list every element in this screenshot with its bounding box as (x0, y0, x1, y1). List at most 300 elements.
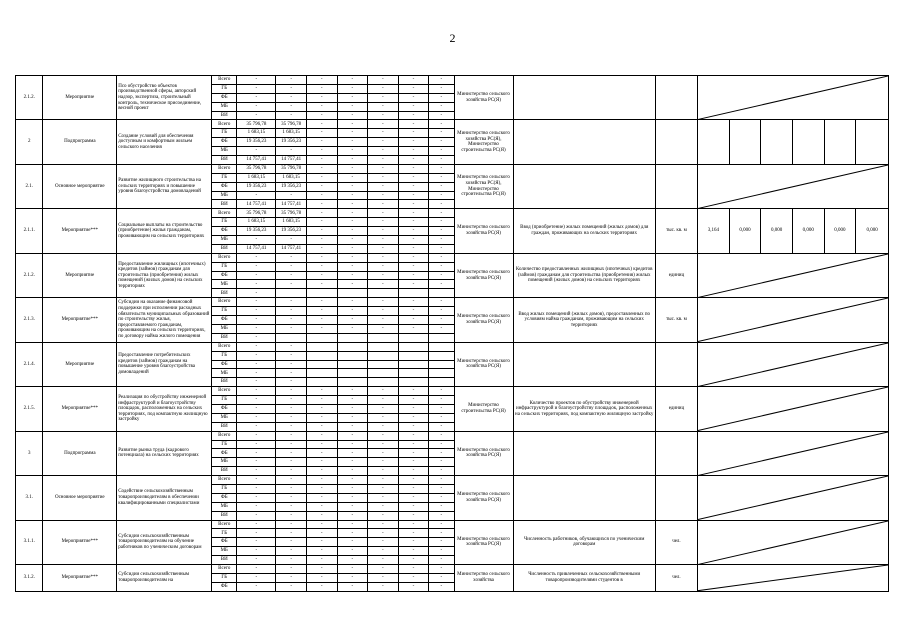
funding-value: - (398, 476, 429, 485)
funding-value: - (306, 449, 337, 458)
funding-value: 1 683,15 (276, 173, 307, 182)
funding-value (398, 351, 429, 360)
funding-value: 19 356,23 (237, 182, 276, 191)
item-kind: Мероприятие*** (43, 298, 117, 342)
funding-value: - (237, 253, 276, 262)
funding-value: - (368, 129, 399, 138)
funding-value: - (429, 111, 454, 120)
funding-value: - (237, 449, 276, 458)
funding-value: - (429, 476, 454, 485)
funding-value: - (429, 93, 454, 102)
funding-value (306, 333, 337, 342)
funding-value: - (306, 440, 337, 449)
funding-value: 14 757,41 (237, 156, 276, 165)
target-indicator (513, 76, 655, 120)
funding-value (368, 351, 399, 360)
funding-value: - (276, 511, 307, 520)
funding-value: - (337, 404, 368, 413)
funding-value: 14 757,41 (237, 200, 276, 209)
funding-value: - (306, 271, 337, 280)
funding-source: Всего (212, 476, 237, 485)
funding-source: ВИ (212, 111, 237, 120)
funding-source: ФБ (212, 493, 237, 502)
funding-value: - (337, 538, 368, 547)
funding-value: - (398, 449, 429, 458)
indicator-value (761, 120, 793, 164)
target-indicator (513, 164, 655, 208)
funding-value: - (398, 324, 429, 333)
funding-value: - (276, 476, 307, 485)
funding-value (276, 333, 307, 342)
funding-value (429, 289, 454, 298)
funding-source: ГБ (212, 573, 237, 582)
funding-value: 1 683,15 (237, 129, 276, 138)
funding-value: - (337, 93, 368, 102)
item-code: 2.1.1. (16, 209, 43, 253)
funding-value: - (237, 298, 276, 307)
funding-value: - (368, 227, 399, 236)
funding-value: - (429, 120, 454, 129)
funding-value: - (429, 316, 454, 325)
funding-value: - (429, 200, 454, 209)
funding-value: - (368, 564, 399, 573)
indicator-unit: единиц (655, 387, 697, 431)
funding-value: - (276, 413, 307, 422)
indicator-unit (655, 120, 697, 164)
funding-value: 19 356,23 (237, 227, 276, 236)
funding-value: - (368, 422, 399, 431)
funding-source: ВИ (212, 511, 237, 520)
funding-source: МБ (212, 369, 237, 378)
funding-value: - (429, 547, 454, 556)
table-row (16, 564, 889, 573)
funding-value: - (429, 467, 454, 476)
funding-source: ГБ (212, 84, 237, 93)
funding-source: ФБ (212, 582, 237, 591)
funding-value: - (306, 182, 337, 191)
funding-value: - (306, 467, 337, 476)
funding-source: ВИ (212, 289, 237, 298)
indicator-value (824, 120, 856, 164)
item-description: Развитие рынка труда (кадрового потенциала) на сельских территориях (117, 431, 212, 475)
funding-value: - (398, 111, 429, 120)
funding-value: - (276, 431, 307, 440)
funding-value (429, 369, 454, 378)
funding-value: - (398, 102, 429, 111)
funding-value: - (398, 529, 429, 538)
funding-value (337, 369, 368, 378)
funding-value: - (306, 164, 337, 173)
funding-source: ФБ (212, 316, 237, 325)
funding-value: - (429, 164, 454, 173)
funding-value: - (368, 84, 399, 93)
funding-value: - (398, 84, 429, 93)
funding-value: - (276, 449, 307, 458)
funding-value: 1 683,15 (276, 129, 307, 138)
funding-value (398, 360, 429, 369)
funding-value: - (306, 582, 337, 591)
funding-value: - (429, 84, 454, 93)
indicator-values-empty (698, 520, 889, 564)
funding-value: - (398, 191, 429, 200)
item-kind: Мероприятие (43, 76, 117, 120)
funding-source: ФБ (212, 360, 237, 369)
funding-value: - (337, 387, 368, 396)
funding-value: - (337, 556, 368, 565)
funding-value: - (368, 253, 399, 262)
funding-value: - (306, 538, 337, 547)
funding-value: - (276, 102, 307, 111)
item-code: 2.1.5. (16, 387, 43, 431)
funding-source: МБ (212, 280, 237, 289)
responsible-executor: Министерство сельского хозяйства РС(Я) (454, 298, 513, 342)
funding-value: - (276, 520, 307, 529)
funding-source: ФБ (212, 227, 237, 236)
program-table (15, 75, 889, 592)
funding-value: - (276, 556, 307, 565)
funding-value: - (337, 156, 368, 165)
funding-value: - (276, 76, 307, 85)
funding-value: - (337, 76, 368, 85)
funding-value: - (237, 307, 276, 316)
funding-value: - (398, 520, 429, 529)
funding-value (429, 351, 454, 360)
funding-value: - (398, 538, 429, 547)
funding-value: - (398, 164, 429, 173)
funding-value: - (398, 280, 429, 289)
funding-source: МБ (212, 102, 237, 111)
funding-value: - (237, 271, 276, 280)
funding-value (306, 342, 337, 351)
funding-value: - (368, 467, 399, 476)
funding-source: Всего (212, 387, 237, 396)
funding-value: - (276, 422, 307, 431)
funding-value: - (306, 493, 337, 502)
funding-value: - (276, 84, 307, 93)
funding-source: Всего (212, 564, 237, 573)
indicator-unit (655, 431, 697, 475)
funding-value: - (429, 422, 454, 431)
funding-value: - (306, 244, 337, 253)
funding-value: - (276, 111, 307, 120)
funding-value: - (276, 262, 307, 271)
funding-value: - (398, 200, 429, 209)
funding-source: ГБ (212, 262, 237, 271)
indicator-value: 0,000 (824, 209, 856, 253)
table-row (16, 342, 889, 351)
funding-value: - (276, 493, 307, 502)
item-kind: Мероприятие*** (43, 520, 117, 564)
funding-value: - (368, 271, 399, 280)
funding-value: - (398, 431, 429, 440)
indicator-unit: чел. (655, 564, 697, 591)
funding-value: - (337, 324, 368, 333)
funding-value: - (276, 396, 307, 405)
indicator-value: 0,000 (761, 209, 793, 253)
funding-value: - (368, 431, 399, 440)
funding-value: - (368, 120, 399, 129)
funding-value: - (276, 298, 307, 307)
indicator-values-empty (698, 387, 889, 431)
responsible-executor: Министерство строительства РС(Я) (454, 387, 513, 431)
funding-value: - (237, 493, 276, 502)
funding-value (306, 369, 337, 378)
funding-value: - (368, 502, 399, 511)
funding-value: - (337, 520, 368, 529)
responsible-executor: Министерство сельского хозяйства РС(Я) (454, 209, 513, 253)
funding-source: ФБ (212, 449, 237, 458)
funding-value: - (429, 440, 454, 449)
funding-value: - (368, 244, 399, 253)
indicator-value: 3,164 (698, 209, 730, 253)
funding-value: - (368, 511, 399, 520)
funding-value: - (337, 138, 368, 147)
funding-value: - (306, 564, 337, 573)
funding-value: - (276, 538, 307, 547)
funding-value: - (398, 209, 429, 218)
funding-value (368, 289, 399, 298)
funding-value: - (237, 556, 276, 565)
funding-value: 1 683,15 (237, 218, 276, 227)
funding-value: - (306, 138, 337, 147)
funding-value: - (337, 298, 368, 307)
funding-value: - (429, 484, 454, 493)
item-description: Предоставление потребительских кредитов (займов) гражданам на повышение уровня благоустройства домовладений (117, 342, 212, 386)
item-kind: Мероприятие*** (43, 209, 117, 253)
item-kind: Мероприятие (43, 253, 117, 297)
indicator-values-empty (698, 253, 889, 297)
funding-value: - (337, 449, 368, 458)
funding-value: - (237, 93, 276, 102)
indicator-unit (655, 342, 697, 386)
funding-value: - (429, 449, 454, 458)
funding-value: - (337, 476, 368, 485)
funding-value: - (368, 93, 399, 102)
funding-source: Всего (212, 431, 237, 440)
funding-value: - (276, 191, 307, 200)
funding-value (429, 360, 454, 369)
funding-value: - (306, 200, 337, 209)
funding-value: - (276, 378, 307, 387)
funding-value: - (337, 573, 368, 582)
funding-value: - (337, 511, 368, 520)
funding-value: - (306, 253, 337, 262)
funding-value: - (337, 316, 368, 325)
funding-value: - (306, 227, 337, 236)
item-description: Субсидии сельскохозяйственным товаропроизводителям на обучение работников по ученическим договорам (117, 520, 212, 564)
item-kind: Подпрограмма (43, 120, 117, 164)
funding-value: - (429, 307, 454, 316)
funding-value: - (306, 316, 337, 325)
funding-value (429, 342, 454, 351)
funding-value: - (306, 111, 337, 120)
funding-value: - (237, 573, 276, 582)
funding-source: ГБ (212, 484, 237, 493)
funding-value: - (276, 529, 307, 538)
funding-value: - (237, 147, 276, 156)
funding-value: - (337, 271, 368, 280)
funding-source: ФБ (212, 182, 237, 191)
indicator-value (856, 120, 889, 164)
funding-value: - (337, 218, 368, 227)
funding-value: 19 356,23 (276, 227, 307, 236)
funding-source: Всего (212, 209, 237, 218)
funding-value: - (398, 253, 429, 262)
funding-value: - (337, 236, 368, 245)
funding-value: - (398, 573, 429, 582)
funding-value: - (368, 76, 399, 85)
funding-value: - (306, 84, 337, 93)
funding-value: - (398, 387, 429, 396)
funding-source: МБ (212, 413, 237, 422)
funding-value: - (306, 280, 337, 289)
funding-value (398, 369, 429, 378)
funding-value: - (306, 120, 337, 129)
table-row (16, 164, 889, 173)
funding-value: - (398, 422, 429, 431)
funding-value: - (368, 147, 399, 156)
funding-value: - (429, 262, 454, 271)
indicator-unit: чел. (655, 520, 697, 564)
funding-value: - (237, 564, 276, 573)
funding-value: - (306, 413, 337, 422)
funding-value (306, 360, 337, 369)
table-row (16, 476, 889, 485)
funding-value: - (398, 413, 429, 422)
funding-value: - (337, 164, 368, 173)
item-code: 3.1. (16, 476, 43, 520)
funding-value: - (237, 387, 276, 396)
funding-value: - (429, 191, 454, 200)
funding-value: - (237, 396, 276, 405)
funding-value: - (429, 244, 454, 253)
funding-value: - (398, 93, 429, 102)
funding-value: - (368, 298, 399, 307)
responsible-executor: Министерство сельского хозяйства РС(Я) (454, 476, 513, 520)
funding-value: - (237, 467, 276, 476)
funding-value: - (276, 582, 307, 591)
funding-source: ФБ (212, 138, 237, 147)
funding-value: - (398, 271, 429, 280)
indicator-values-empty (698, 476, 889, 520)
funding-value: - (368, 404, 399, 413)
funding-value: - (237, 369, 276, 378)
funding-value: - (368, 458, 399, 467)
indicator-value: 0,000 (856, 209, 889, 253)
funding-value: - (276, 502, 307, 511)
funding-value: - (237, 582, 276, 591)
funding-value: - (368, 493, 399, 502)
funding-value: - (429, 387, 454, 396)
funding-value: - (237, 111, 276, 120)
funding-value: - (237, 316, 276, 325)
funding-value: - (306, 431, 337, 440)
funding-value (337, 378, 368, 387)
funding-value: - (337, 253, 368, 262)
funding-value: - (429, 529, 454, 538)
funding-source: ГБ (212, 307, 237, 316)
funding-value: - (337, 484, 368, 493)
indicator-values-empty (698, 342, 889, 386)
funding-value: - (306, 173, 337, 182)
funding-value (398, 289, 429, 298)
funding-source: ГБ (212, 529, 237, 538)
item-code: 3.1.2. (16, 564, 43, 591)
funding-source: Всего (212, 120, 237, 129)
item-code: 2.1.2. (16, 253, 43, 297)
funding-value: - (237, 404, 276, 413)
table-row (16, 520, 889, 529)
funding-value: - (276, 280, 307, 289)
funding-value: - (276, 458, 307, 467)
funding-value: - (306, 511, 337, 520)
funding-value: - (306, 307, 337, 316)
item-kind: Основное мероприятие (43, 164, 117, 208)
funding-value: - (429, 564, 454, 573)
funding-value (368, 333, 399, 342)
funding-value: - (429, 173, 454, 182)
indicator-values-empty (698, 164, 889, 208)
indicator-value: 0,000 (729, 209, 761, 253)
funding-value: - (368, 582, 399, 591)
responsible-executor: Министерство сельского хозяйства (454, 564, 513, 591)
funding-value: - (306, 520, 337, 529)
funding-value: - (337, 173, 368, 182)
indicator-value: 0,000 (792, 209, 824, 253)
funding-value: - (337, 129, 368, 138)
funding-value: - (276, 547, 307, 556)
funding-value: - (429, 138, 454, 147)
funding-value: - (429, 404, 454, 413)
funding-value: - (368, 387, 399, 396)
funding-value: - (398, 182, 429, 191)
funding-value: - (398, 396, 429, 405)
funding-value: 14 757,41 (276, 156, 307, 165)
funding-source: МБ (212, 502, 237, 511)
funding-value: - (306, 236, 337, 245)
funding-value: - (429, 227, 454, 236)
funding-value: - (429, 413, 454, 422)
item-description: Псо обустройство объектов производственной сферы, авторский надзор, экспертиза, строительный контроль, техническое присоединение, весной проект (117, 76, 212, 120)
funding-source: ВИ (212, 156, 237, 165)
indicator-value (698, 120, 730, 164)
funding-value: - (368, 529, 399, 538)
funding-value: - (276, 316, 307, 325)
table-row (16, 431, 889, 440)
funding-value: - (306, 93, 337, 102)
funding-source: ГБ (212, 440, 237, 449)
funding-value: - (237, 458, 276, 467)
funding-value: - (237, 333, 276, 342)
funding-value: - (429, 324, 454, 333)
funding-value: - (429, 520, 454, 529)
funding-value: - (429, 573, 454, 582)
indicator-unit: единиц (655, 253, 697, 297)
item-code: 2.1. (16, 164, 43, 208)
funding-value: - (368, 484, 399, 493)
funding-value (368, 378, 399, 387)
funding-source: МБ (212, 547, 237, 556)
funding-value: - (368, 316, 399, 325)
funding-value: - (429, 76, 454, 85)
funding-value: - (306, 129, 337, 138)
funding-value: - (398, 262, 429, 271)
item-code: 3 (16, 431, 43, 475)
funding-value (337, 333, 368, 342)
funding-source: ВИ (212, 422, 237, 431)
funding-value: - (337, 529, 368, 538)
responsible-executor: Министерство сельского хозяйства РС(Я) (454, 431, 513, 475)
